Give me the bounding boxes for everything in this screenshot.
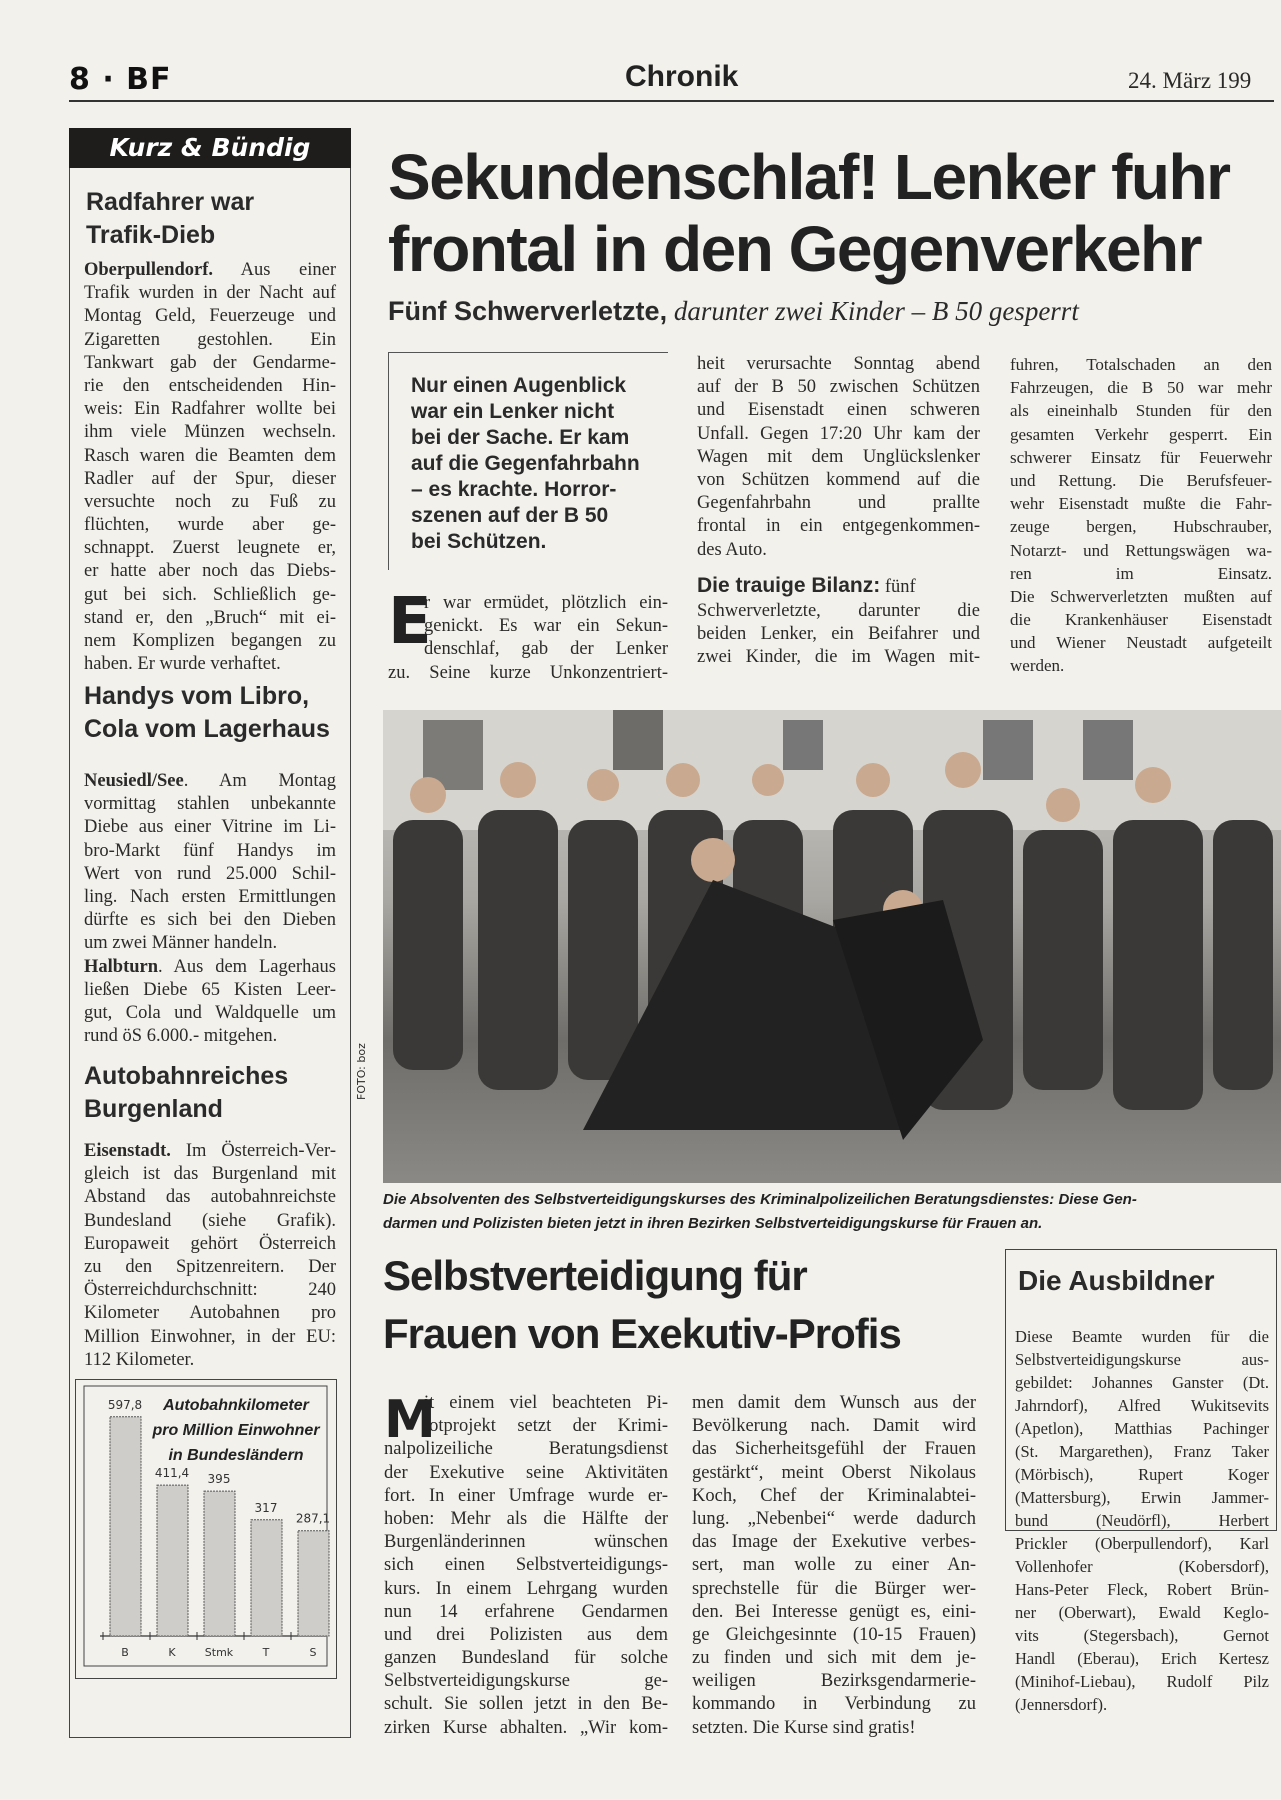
headline-line: Cola vom Lagerhaus — [84, 715, 330, 743]
second-headline-line: Frauen von Exekutiv-Profis — [383, 1310, 901, 1357]
text-line: er hatte aber noch das Diebs- — [84, 561, 336, 582]
text-line: schwerer Einsatz für Feuerwehr — [1010, 447, 1272, 467]
story-headline — [84, 680, 330, 746]
text-line: ge Gleichgesinnte (10-15 Frauen) — [692, 1624, 976, 1645]
text-line: Diebe aus einer Vitrine im Li- — [84, 817, 336, 838]
text-line: frontal in ein entgegenkommen- — [697, 516, 980, 537]
text-line: das Image der Exekutive verbes- — [692, 1532, 976, 1553]
text-line: Neusiedl/See. Am Montag — [84, 771, 336, 791]
col-lines — [697, 353, 980, 562]
sidebar-title: Kurz & Bündig — [69, 128, 351, 168]
subhead-italic: darunter zwei Kinder – B 50 gesperrt — [667, 296, 1079, 326]
text-line: kommando in Verbindung zu — [692, 1694, 976, 1715]
tick-label: K — [168, 1646, 176, 1659]
chart-title: in Bundesländern — [168, 1447, 304, 1464]
bar-S — [298, 1531, 329, 1636]
text-line: ling. Nach ersten Ermittlungen — [84, 886, 336, 907]
bar-T — [251, 1520, 282, 1636]
text-line: gestärkt“, meint Oberst Nikolaus — [692, 1462, 976, 1483]
text-line: 112 Kilometer. — [84, 1349, 195, 1370]
text-line: Trafik wurden in der Nacht auf — [84, 283, 336, 304]
text-line: lotprojekt setzt der Krimi- — [424, 1416, 668, 1437]
text-line: nem Komplizen begangen zu — [84, 631, 336, 651]
text-line: die Krankenhäuser Eisenstadt — [1010, 610, 1272, 630]
text-line: gebildet: Johannes Ganster (Dt. — [1015, 1373, 1269, 1392]
chart-title: Autobahnkilometer — [163, 1397, 309, 1414]
text-line: men damit dem Wunsch aus der — [692, 1393, 976, 1413]
text-line: denschlaf, gab der Lenker — [424, 639, 668, 660]
text-line: Selbstverteidigungskurse aus- — [1015, 1350, 1269, 1369]
col-lines — [697, 600, 980, 670]
text-line: Vollenhofer (Kobersdorf), — [1015, 1557, 1269, 1576]
lead-col2 — [697, 353, 980, 669]
text-line: Kilometer Autobahnen pro — [84, 1303, 336, 1324]
text-line: (Minihof-Liebau), Rudolf Pilz — [1015, 1672, 1269, 1691]
text-line: Oberpullendorf. Aus einer — [84, 260, 336, 280]
text-line: flüchten, wurde aber ge- — [84, 515, 336, 536]
text-line: Diese Beamte wurden für die — [1015, 1327, 1269, 1346]
text-line: schnappt. Zuerst leugnete er, — [84, 538, 336, 559]
text-line: Handl (Eberau), Erich Kertesz — [1015, 1649, 1269, 1668]
tick-label: Stmk — [204, 1646, 234, 1659]
text-line: Fahrzeugen, die B 50 war mehr — [1010, 378, 1272, 398]
story-body — [84, 1140, 336, 1372]
text-line: Eisenstadt. Im Österreich-Ver- — [84, 1141, 336, 1161]
lead-headline-line: frontal in den Gegenverkehr — [388, 213, 1202, 285]
bilanz-text: fünf — [880, 576, 916, 597]
text-line: rie den entscheidenden Hin- — [84, 375, 336, 396]
text-line: Zigaretten gestohlen. Ein — [84, 329, 336, 350]
text-line: ner (Oberwart), Ewald Keglo- — [1015, 1603, 1269, 1622]
text-line: it einem viel beachteten Pi- — [424, 1393, 668, 1413]
drop-lines — [424, 592, 668, 662]
bar-B — [110, 1417, 141, 1636]
department-title: Chronik — [625, 60, 739, 93]
text-line: (Jennersdorf). — [1015, 1695, 1108, 1714]
headline-line: Trafik-Dieb — [86, 221, 216, 249]
text-line: lung. „Nebenbei“ werde dadurch — [692, 1508, 976, 1529]
text-line: ganzen Bundesland für solche — [384, 1648, 668, 1669]
text-line: Österreichdurchschnitt: 240 — [84, 1280, 336, 1301]
text-line: kurs. In einem Lehrgang wurden — [384, 1578, 668, 1599]
text-line: Montag Geld, Feuerzeuge und — [84, 306, 336, 327]
text-line: zeuge bergen, Hubschrauber, — [1010, 517, 1272, 537]
text-line: r war ermüdet, plötzlich ein- — [424, 593, 668, 613]
trainers-list — [1015, 1325, 1269, 1716]
chart-svg — [76, 1380, 335, 1677]
text-line: sprechstelle für die Bürger wer- — [692, 1578, 976, 1599]
subhead-bilanz — [697, 574, 980, 600]
lead-col3 — [1010, 353, 1272, 678]
issue-date: 24. März 199 — [1128, 68, 1252, 93]
col-lines — [384, 1438, 668, 1739]
text-line: und Rettung. Die Berufsfeuer- — [1010, 470, 1272, 490]
story-headline — [86, 186, 254, 252]
headline-line: Radfahrer war — [86, 188, 255, 216]
subhead-bilanz-label: Die trauige Bilanz: — [697, 573, 881, 597]
text-line: dürfte es sich bei den Dieben — [84, 910, 336, 931]
subhead-bold: Fünf Schwerverletzte, — [388, 296, 668, 326]
text-line: zu. Seine kurze Unkonzentriert- — [388, 662, 668, 683]
text-line: Prickler (Oberpullendorf), Karl — [1015, 1534, 1269, 1553]
text-line: gut bei sich. Schließlich ge- — [84, 584, 336, 605]
text-line: (Mattersburg), Erwin Jammer- — [1015, 1488, 1269, 1507]
text-line: wehr Eisenstadt mußte die Fahr- — [1010, 494, 1272, 514]
data-label: 287,1 — [295, 1511, 331, 1526]
text-line: Unfall. Gegen 17:20 Uhr kam der — [697, 423, 980, 444]
drop-cap: E — [388, 585, 432, 659]
caption-line: darmen und Polizisten bieten jetzt in ihren Bezirken Selbstverteidigungskurse für Frauen an. — [383, 1215, 1043, 1232]
bar-chart — [75, 1379, 337, 1679]
caption-line: Die Absolventen des Selbstverteidigungskurses des Kriminalpolizeilichen Beratungsdienstes: Diese Gen- — [383, 1191, 1137, 1208]
text-line: Million Einwohner, in der EU: — [84, 1326, 336, 1347]
text-line: gesamten Verkehr gesperrt. Ein — [1010, 424, 1272, 444]
text-line: Schwerverletzte, darunter die — [697, 600, 980, 621]
headline-line: Burgenland — [84, 1095, 223, 1123]
text-line: stand er, den „Bruch“ mit ei- — [84, 607, 336, 628]
text-line: Bundesland (siehe Grafik). — [84, 1210, 336, 1231]
text-line: als eineinhalb Stunden für den — [1010, 401, 1272, 421]
text-line: zu den Spitzenreitern. Der — [84, 1256, 336, 1277]
text-line: weiligen Bezirksgendarmerie- — [692, 1671, 976, 1692]
text-line: haben. Er wurde verhaftet. — [84, 654, 281, 675]
text-line: Tankwart gab der Gendarme- — [84, 352, 336, 373]
text-line: sert, man wolle zu einer An- — [692, 1555, 976, 1576]
tick-label: B — [121, 1646, 129, 1659]
text-line: und Eisenstadt einen schweren — [697, 400, 980, 421]
text-line: das Sicherheitsgefühl der Frauen — [692, 1439, 976, 1460]
text-line: fort. In einer Umfrage wurde er- — [384, 1485, 668, 1506]
text-line: hoben: Mehr als die Hälfte der — [384, 1508, 668, 1529]
text-line: Burgenländerinnen wünschen — [384, 1532, 668, 1553]
text-line: genickt. Es war ein Sekun- — [424, 616, 668, 637]
text-line: heit verursachte Sonntag abend — [697, 354, 980, 374]
text-line: und Wiener Neustadt aufgeteilt — [1010, 633, 1272, 653]
lead-subheadline — [388, 296, 1079, 327]
text-line: Wagen mit dem Unglückslenker — [697, 446, 980, 467]
text-line: Notarzt- und Rettungswägen wa- — [1010, 540, 1272, 560]
story-body — [84, 259, 336, 676]
lead-headline-line: Sekundenschlaf! Lenker fuhr — [388, 141, 1230, 213]
data-label: 597,8 — [107, 1397, 143, 1412]
text-line: (St. Margarethen), Franz Taker — [1015, 1442, 1269, 1461]
text-line: ließen Diebe 65 Kisten Leer- — [84, 979, 336, 1000]
text-line: Radler auf der Spur, dieser — [84, 468, 336, 489]
text-line: der Exekutive seine Aktivitäten — [384, 1462, 668, 1483]
bar-K — [157, 1485, 188, 1636]
text-line: Die Schwerverletzten mußten auf — [1010, 586, 1272, 606]
text-line: auf der B 50 zwischen Schützen — [697, 377, 980, 398]
text-line: (Mörbisch), Rupert Koger — [1015, 1465, 1269, 1484]
data-label: 395 — [207, 1472, 231, 1487]
text-line: zirken Kurse abhalten. „Wir kom- — [384, 1717, 668, 1738]
lead-col1 — [388, 585, 668, 685]
data-label: 317 — [254, 1500, 278, 1515]
quote-line: Nur einen Augenblick — [411, 374, 627, 397]
pull-quote — [388, 352, 668, 570]
text-line: zwei Kinder, die im Wagen mit- — [697, 647, 980, 668]
text-line: vormittag stahlen unbekannte — [84, 794, 336, 815]
text-line: Wert von rund 25.000 Schil- — [84, 863, 336, 884]
text-line: den. Bei Interesse genügt es, eini- — [692, 1601, 976, 1622]
quote-line: bei Schützen. — [411, 530, 547, 553]
text-line: ren im Einsatz. — [1010, 563, 1272, 583]
text-line: rund öS 6.000.- mitgehen. — [84, 1026, 278, 1047]
header-rule — [69, 100, 1274, 102]
text-line: von Schützen kommend auf die — [697, 469, 980, 490]
chart-title: pro Million Einwohner — [152, 1422, 320, 1439]
text-line: vits (Stegersbach), Gernot — [1015, 1626, 1269, 1645]
bar-Stmk — [204, 1491, 235, 1636]
text-line: Halbturn. Aus dem Lagerhaus — [84, 956, 336, 977]
col-lines — [388, 662, 668, 685]
text-line: Koch, Chef der Kriminalabtei- — [692, 1485, 976, 1506]
text-line: des Auto. — [697, 539, 767, 560]
drop-lines — [424, 1392, 668, 1438]
text-line: nun 14 erfahrene Gendarmen — [384, 1601, 668, 1622]
text-line: werden. — [1010, 656, 1065, 676]
text-line: und drei Polizisten aus dem — [384, 1624, 668, 1645]
text-line: Gegenfahrbahn und prallte — [697, 493, 980, 514]
quote-line: szenen auf der B 50 — [411, 504, 609, 527]
tick-label: S — [309, 1646, 317, 1659]
text-line: Rasch waren die Beamten dem — [84, 445, 336, 466]
photo-caption — [383, 1188, 1273, 1236]
text-line: Jahrndorf), Alfred Wukitsevits — [1015, 1396, 1269, 1415]
data-label: 411,4 — [154, 1466, 190, 1481]
text-line: versuchte noch zu Fuß zu — [84, 491, 336, 512]
photo-credit: FOTO: boz — [355, 1043, 368, 1100]
text-line: Abstand das autobahnreichste — [84, 1187, 336, 1208]
text-line: setzten. Die Kurse sind gratis! — [692, 1717, 916, 1738]
tick-label: T — [262, 1646, 270, 1659]
quote-line: war ein Lenker nicht — [411, 400, 615, 423]
text-line: (Apetlon), Matthias Pachinger — [1015, 1419, 1269, 1438]
text-line: schult. Sie sollen jetzt in den Be- — [384, 1694, 668, 1715]
photo-illustration — [383, 710, 1281, 1183]
text-line: weis: Ein Radfahrer wollte bei — [84, 399, 336, 420]
second-headline-line: Selbstverteidigung für — [383, 1252, 807, 1299]
headline-line: Handys vom Libro, — [84, 682, 310, 710]
story-headline — [84, 1060, 288, 1126]
text-line: nalpolizeiliche Beratungsdienst — [384, 1439, 668, 1460]
text-line: Hans-Peter Fleck, Robert Brün- — [1015, 1580, 1269, 1599]
quote-line: bei der Sache. Er kam — [411, 426, 630, 449]
quote-line: – es krachte. Horror- — [411, 478, 617, 501]
text-line: um zwei Männer handeln. — [84, 933, 278, 954]
quote-line: auf die Gegenfahrbahn — [411, 452, 640, 475]
text-line: gleich ist das Burgenland mit — [84, 1164, 336, 1185]
second-col2 — [692, 1392, 976, 1740]
text-line: beiden Lenker, ein Beifahrer und — [697, 623, 980, 644]
page-section: 8 · BF — [69, 62, 172, 97]
text-line: Selbstverteidigungskurse ge- — [384, 1671, 668, 1692]
drop-cap: M — [384, 1390, 436, 1450]
news-photo — [383, 710, 1281, 1183]
text-line: gut, Cola und Waldquelle um — [84, 1002, 336, 1023]
text-line: Bevölkerung nach. Damit wird — [692, 1416, 976, 1437]
text-line: bund (Neudörfl), Herbert — [1015, 1511, 1269, 1530]
trainers-title: Die Ausbildner — [1018, 1265, 1215, 1296]
text-line: sich einen Selbstverteidigungs- — [384, 1555, 668, 1576]
text-line: Europaweit gehört Österreich — [84, 1233, 336, 1254]
headline-line: Autobahnreiches — [84, 1062, 289, 1090]
text-line: bro-Markt fünf Handys im — [84, 840, 336, 861]
text-line: ihm viele Münzen wechseln. — [84, 422, 336, 443]
text-line: fuhren, Totalschaden an den — [1010, 355, 1272, 374]
story-body — [84, 770, 336, 1048]
text-line: zu finden und sich mit dem je- — [692, 1648, 976, 1669]
second-col1 — [384, 1392, 668, 1740]
